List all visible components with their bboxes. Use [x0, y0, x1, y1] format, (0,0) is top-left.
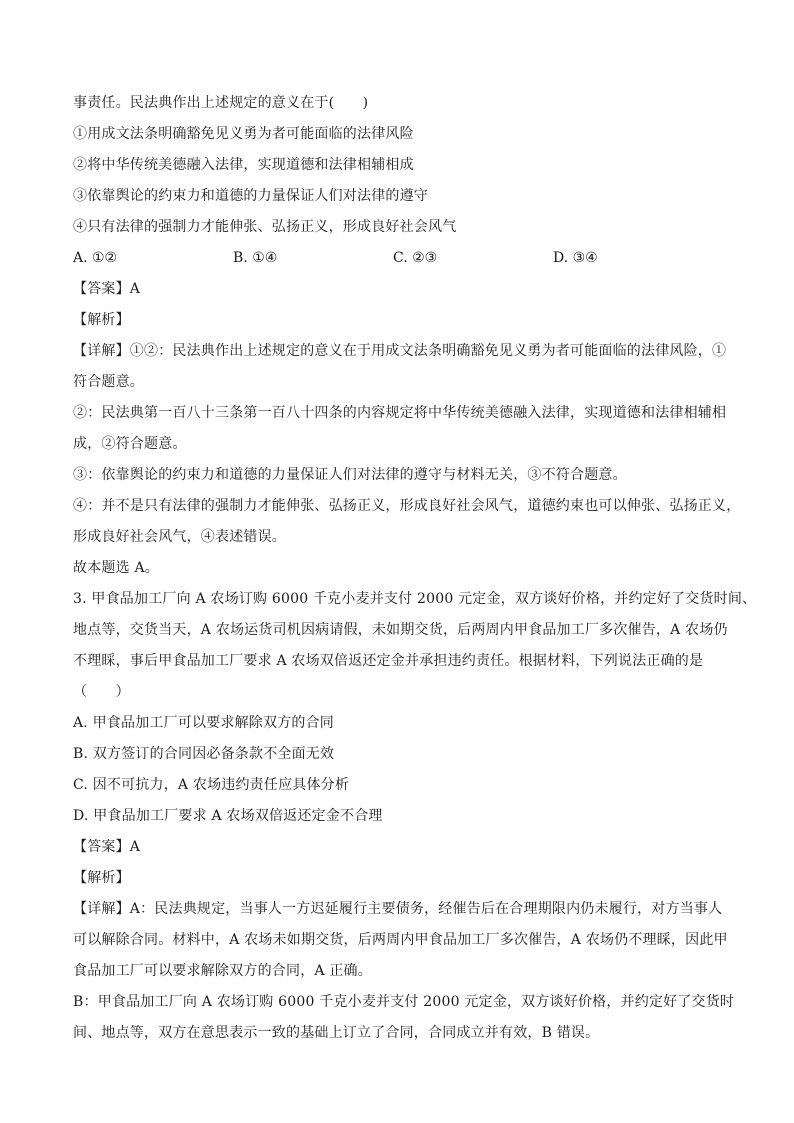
- q3-option-d: D. 甲食品加工厂要求 A 农场双倍返还定金不合理: [73, 808, 383, 824]
- q2-stem-tail: 事责任。民法典作出上述规定的意义在于( ): [73, 95, 369, 111]
- q3-detail-line-2: 可以解除合同。材料中，A 农场未如期交货，后两周内甲食品加工厂多次催告，A 农场仍不理睬，因此甲: [73, 932, 728, 948]
- q2-detail-line-8: 故本题选 A。: [73, 560, 159, 576]
- q2-detail-line-5: ③：依靠舆论的约束力和道德的力量保证人们对法律的遵守与材料无关，③不符合题意。: [73, 467, 627, 483]
- q3-detail-line-5: 间、地点等，双方在意思表示一致的基础上订立了合同，合同成立并有效，B 错误。: [73, 1025, 600, 1041]
- q3-analysis-label: 【解析】: [73, 870, 130, 886]
- q2-detail-line-4: 成，②符合题意。: [73, 436, 187, 452]
- q3-option-a: A. 甲食品加工厂可以要求解除双方的合同: [73, 715, 335, 731]
- q2-option-d: D. ③④: [553, 250, 598, 266]
- document-page: [73, 88, 757, 1049]
- q2-answer: 【答案】A: [73, 281, 141, 297]
- q3-option-b: B. 双方签订的合同因必备条款不全面无效: [73, 746, 335, 762]
- q2-options: [73, 243, 733, 274]
- q3-stem-line-1: 3. 甲食品加工厂向 A 农场订购 6000 千克小麦并支付 2000 元定金，双方谈好价格，并约定好了交货时间、: [73, 591, 757, 607]
- q3-detail-line-3: 食品加工厂可以要求解除双方的合同，A 正确。: [73, 963, 372, 979]
- q2-option-c: C. ②③: [393, 250, 438, 266]
- q3-stem-line-3: 不理睬，事后甲食品加工厂要求 A 农场双倍返还定金并承担违约责任。根据材料，下列说法正确的是: [73, 653, 704, 669]
- q2-option-b: B. ①④: [233, 250, 278, 266]
- q3-detail-line-4: B：甲食品加工厂向 A 农场订购 6000 千克小麦并支付 2000 元定金，双方谈好价格，并约定好了交货时: [73, 994, 735, 1010]
- q2-statement-2: ②将中华传统美德融入法律，实现道德和法律相辅相成: [73, 157, 414, 173]
- q2-detail-line-3: ②：民法典第一百八十三条第一百八十四条的内容规定将中华传统美德融入法律，实现道德和法律相辅相: [73, 405, 727, 421]
- q3-stem-line-4: （ ）: [73, 684, 130, 700]
- q2-statement-3: ③依靠舆论的约束力和道德的力量保证人们对法律的遵守: [73, 188, 428, 204]
- q2-detail-line-7: 形成良好社会风气，④表述错误。: [73, 529, 286, 545]
- q2-statement-1: ①用成文法条明确豁免见义勇为者可能面临的法律风险: [73, 126, 414, 142]
- q2-statement-4: ④只有法律的强制力才能伸张、弘扬正义，形成良好社会风气: [73, 219, 457, 235]
- q2-detail-line-1: 【详解】①②：民法典作出上述规定的意义在于用成文法条明确豁免见义勇为者可能面临的法律风险，①: [73, 343, 727, 359]
- q2-analysis-label: 【解析】: [73, 312, 130, 328]
- q3-answer: 【答案】A: [73, 839, 141, 855]
- q2-detail-line-6: ④：并不是只有法律的强制力才能伸张、弘扬正义，形成良好社会风气，道德约束也可以伸张、弘扬正义，: [73, 498, 741, 514]
- q2-detail-line-2: 符合题意。: [73, 374, 144, 390]
- q2-option-a: A. ①②: [73, 250, 118, 266]
- q3-stem-line-2: 地点等，交货当天，A 农场运货司机因病请假，未如期交货，后两周内甲食品加工厂多次催告，A 农场仍: [73, 622, 728, 638]
- q3-detail-line-1: 【详解】A：民法典规定，当事人一方迟延履行主要债务，经催告后在合理期限内仍未履行，对方当事人: [73, 901, 723, 917]
- q3-option-c: C. 因不可抗力，A 农场违约责任应具体分析: [73, 777, 350, 793]
